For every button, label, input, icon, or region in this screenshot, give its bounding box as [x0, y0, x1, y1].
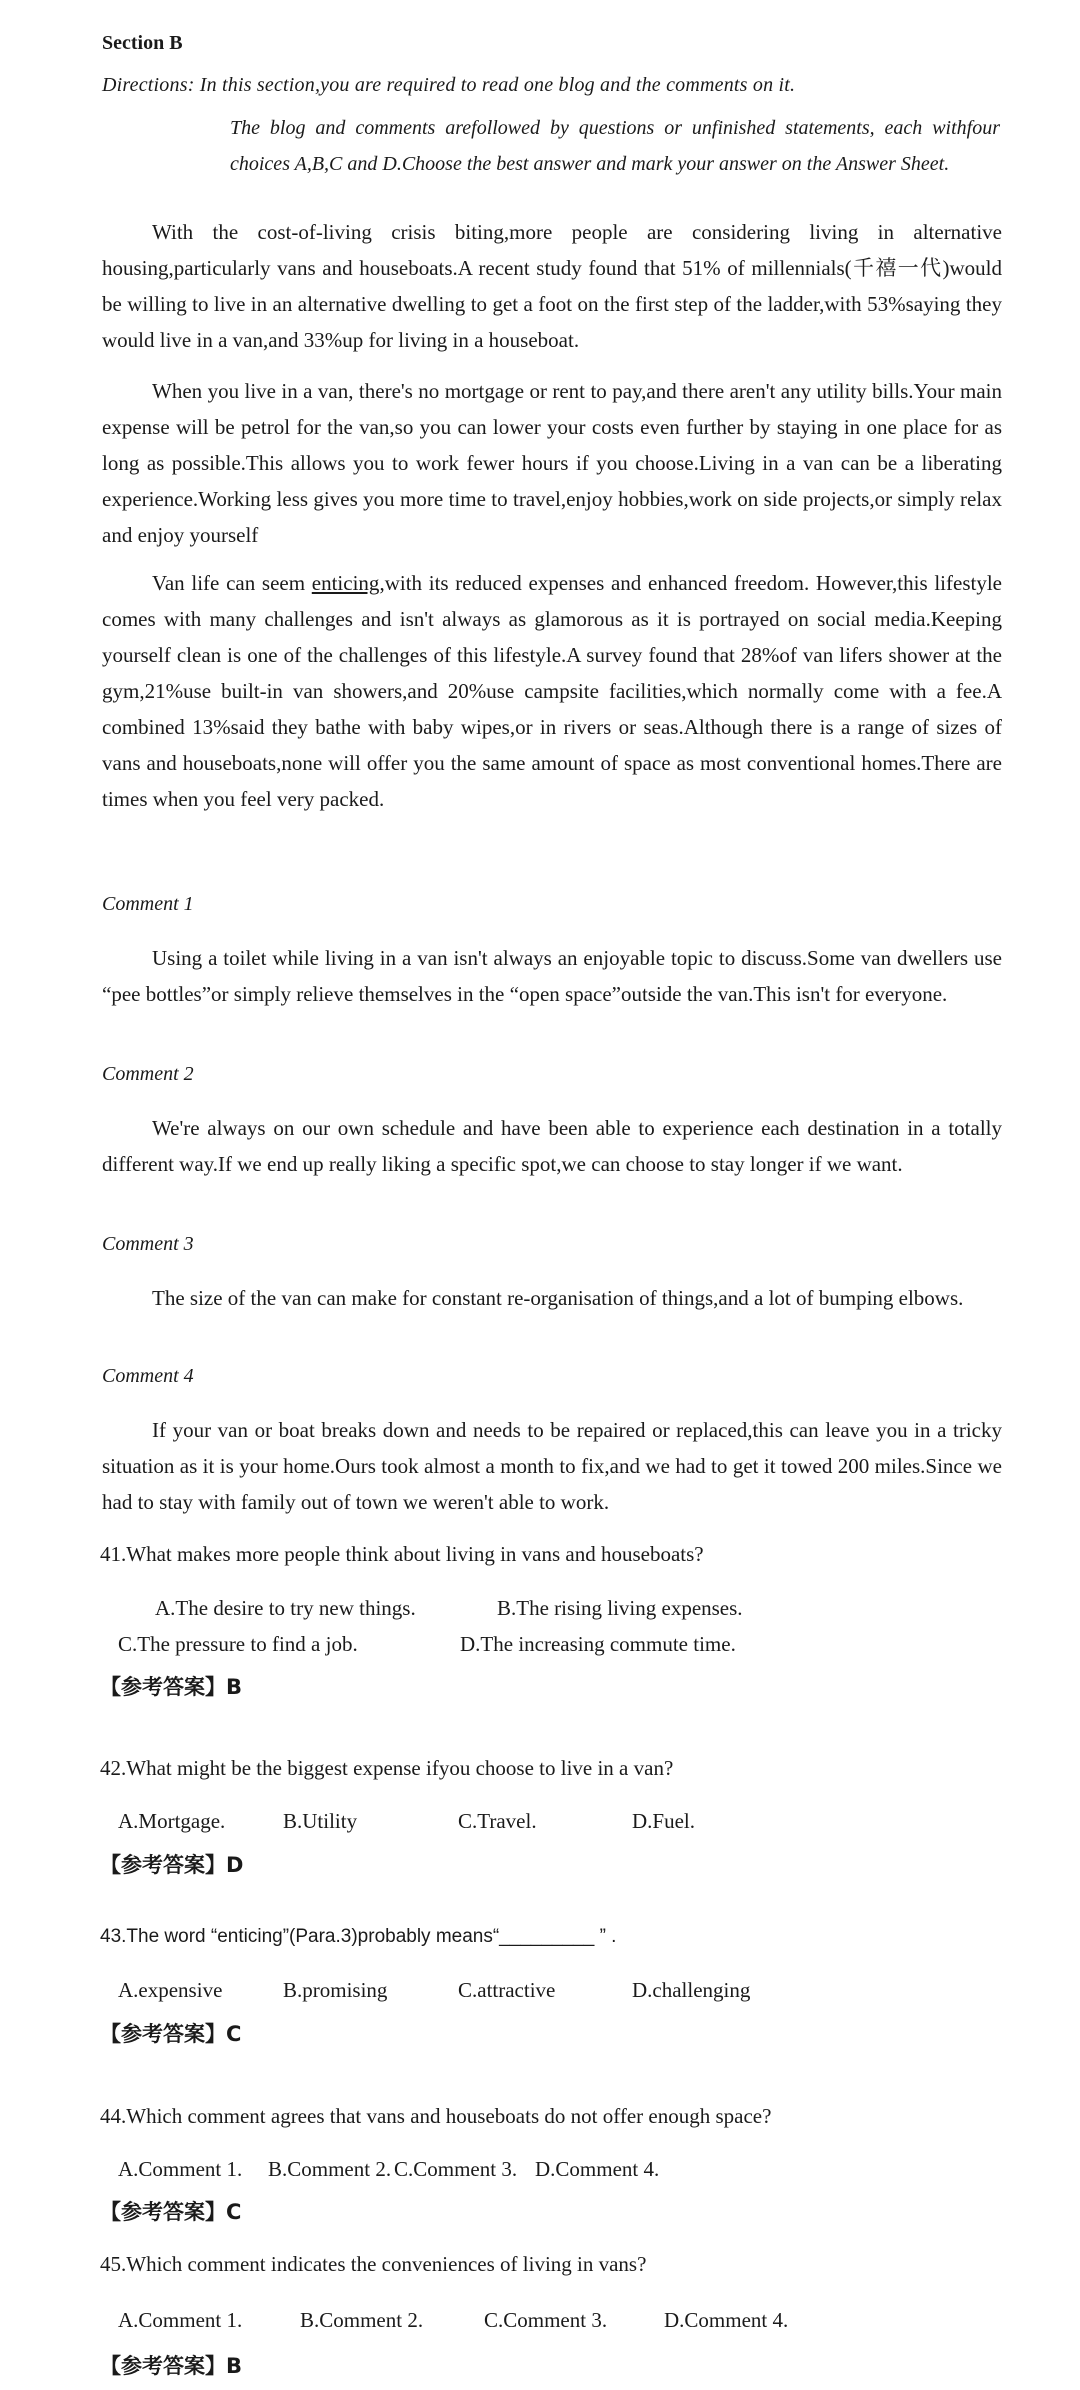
question-41-option-b: B.The rising living expenses.	[497, 1596, 743, 1620]
blog-paragraph-3	[102, 565, 1002, 817]
question-41-stem: 41.What makes more people think about living in vans and houseboats?	[100, 1542, 704, 1566]
p3-before: Van life can seem	[152, 571, 312, 595]
blog-paragraph-2: When you live in a van, there's no mortgage or rent to pay,and there aren't any utility bills.Your main expense will be petrol for the van,so you can lower your costs even further by staying in one place for as long as possible.This allows you to work fewer hours if you choose.Living in a van can be a liberating experience.Working less gives you more time to travel,enjoy hobbies,work on side projects,or simply relax and enjoy yourself	[102, 379, 1002, 547]
comment-3-label: Comment 3	[102, 1233, 194, 1255]
question-44-answer: 【参考答案】C	[100, 2200, 242, 2224]
question-44-option-c: C.Comment 3.	[394, 2157, 518, 2181]
comment-1-label: Comment 1	[102, 893, 194, 915]
section-title: Section B	[102, 32, 183, 54]
question-43-stem: 43.The word “enticing”(Para.3)probably means“_________ ” .	[100, 1926, 617, 1947]
question-41-option-a: A.The desire to try new things.	[155, 1596, 416, 1620]
directions-block: The blog and comments arefollowed by questions or unfinished statements, each withfour choices A,B,C and D.Choose the best answer and mark your answer on the Answer Sheet.	[230, 117, 1000, 175]
question-41-answer: 【参考答案】B	[100, 1675, 243, 1699]
question-43-option-c: C.attractive	[458, 1978, 556, 2002]
question-44-option-d: D.Comment 4.	[535, 2157, 660, 2181]
question-45-option-b: B.Comment 2.	[300, 2308, 424, 2332]
underlined-word-enticing: enticing	[311, 571, 380, 595]
p3-after: ,with its reduced expenses and enhanced freedom. However,this lifestyle comes with many challenges and isn't always as glamorous as it is portrayed on social media.Keeping yourself clean is one of the challenges of this lifestyle.A survey found that 28%of van lifers shower at the gym,21%use built-in van showers,and 20%use campsite facilities,which normally come with a fee.A combined 13%said they bathe with baby wipes,or in rivers or seas.Although there is a range of sizes of vans and houseboats,none will offer you the same amount of space as most conventional homes.There are times when you feel very packed.	[102, 571, 1002, 811]
comment-1-text: Using a toilet while living in a van isn't always an enjoyable topic to discuss.Some van dwellers use “pee bottles”or simply relieve themselves in the “open space”outside the van.This isn't for everyone.	[102, 946, 1002, 1006]
question-41-option-d: D.The increasing commute time.	[460, 1632, 736, 1656]
comment-3-text: The size of the van can make for constant re-organisation of things,and a lot of bumping elbows.	[152, 1286, 964, 1310]
directions-line: Directions: In this section,you are required to read one blog and the comments on it.	[102, 74, 796, 96]
question-44-option-a: A.Comment 1.	[118, 2157, 243, 2181]
question-42-option-d: D.Fuel.	[632, 1809, 695, 1833]
question-41-option-c: C.The pressure to find a job.	[118, 1632, 358, 1656]
question-42-stem: 42.What might be the biggest expense ifyou choose to live in a van?	[100, 1756, 674, 1780]
question-43-answer: 【参考答案】C	[100, 2022, 242, 2046]
question-42-option-a: A.Mortgage.	[118, 1809, 226, 1833]
question-45-option-c: C.Comment 3.	[484, 2308, 608, 2332]
question-45-option-a: A.Comment 1.	[118, 2308, 243, 2332]
question-42-option-b: B.Utility	[283, 1809, 358, 1833]
comment-2-text: We're always on our own schedule and have been able to experience each destination in a totally different way.If we end up really liking a specific spot,we can choose to stay longer if we want.	[102, 1116, 1002, 1176]
question-43-option-a: A.expensive	[118, 1978, 223, 2002]
question-44-option-b: B.Comment 2.	[268, 2157, 392, 2181]
comment-4-text: If your van or boat breaks down and needs to be repaired or replaced,this can leave you in a tricky situation as it is your home.Ours took almost a month to fix,and we had to get it towed 200 miles.Since we had to stay with family out of town we weren't able to work.	[102, 1418, 1002, 1514]
question-42-answer: 【参考答案】D	[100, 1853, 244, 1877]
question-45-answer: 【参考答案】B	[100, 2354, 243, 2378]
blog-paragraph-1: With the cost-of-living crisis biting,more people are considering living in alternative housing,particularly vans and houseboats.A recent study found that 51% of millennials(千禧一代)would be willing to live in an alternative dwelling to get a foot on the first step of the ladder,with 53%saying they would live in a van,and 33%up for living in a houseboat.	[102, 220, 1002, 352]
question-43-option-b: B.promising	[283, 1978, 388, 2002]
question-43-option-d: D.challenging	[632, 1978, 751, 2002]
question-45-stem: 45.Which comment indicates the conveniences of living in vans?	[100, 2252, 647, 2276]
question-44-stem: 44.Which comment agrees that vans and houseboats do not offer enough space?	[100, 2104, 772, 2128]
comment-2-label: Comment 2	[102, 1063, 194, 1085]
comment-4-label: Comment 4	[102, 1365, 194, 1387]
question-42-option-c: C.Travel.	[458, 1809, 537, 1833]
question-45-option-d: D.Comment 4.	[664, 2308, 789, 2332]
